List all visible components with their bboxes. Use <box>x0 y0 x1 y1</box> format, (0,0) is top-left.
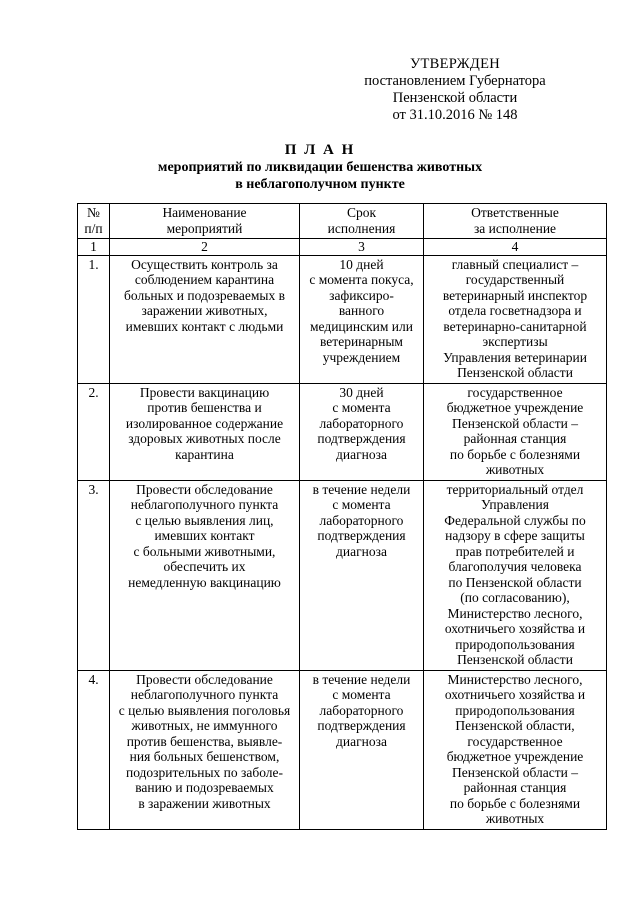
row-action: Осуществить контроль за соблюдением карантина больных и подозреваемых в заражении животных, имевших контакт с людьми <box>110 255 300 383</box>
row-deadline: в течение недели с момента лабораторного подтверждения диагноза <box>300 480 424 670</box>
approval-title: УТВЕРЖДЕН <box>409 56 501 72</box>
header-cell-deadline: Срок исполнения <box>300 204 424 239</box>
column-number: 1 <box>78 239 110 256</box>
table-row <box>78 383 607 480</box>
table-row <box>78 480 607 670</box>
row-responsible: государственное бюджетное учреждение Пензенской области – районная станция по борьбе с болезнями животных <box>424 383 607 480</box>
row-deadline: 30 дней с момента лабораторного подтверждения диагноза <box>300 383 424 480</box>
column-number: 3 <box>300 239 424 256</box>
header-cell-number: № п/п <box>78 204 110 239</box>
column-number-row <box>78 239 607 256</box>
row-number: 3. <box>78 480 110 670</box>
row-deadline: в течение недели с момента лабораторного подтверждения диагноза <box>300 670 424 829</box>
row-number: 2. <box>78 383 110 480</box>
row-responsible: главный специалист – государственный ветеринарный инспектор отдела госветнадзора и ветеринарно-санитарной экспертизы Управления ветеринарии Пензенской области <box>424 255 607 383</box>
row-action: Провести обследование неблагополучного пункта с целью выявления лиц, имевших контакт с больными животными, обеспечить их немедленную вакцинацию <box>110 480 300 670</box>
header-cell-responsible: Ответственные за исполнение <box>424 204 607 239</box>
table-row <box>78 670 607 829</box>
header-cell-action: Наименование мероприятий <box>110 204 300 239</box>
approval-line: постановлением Губернатора <box>364 73 546 89</box>
column-number: 2 <box>110 239 300 256</box>
row-action: Провести вакцинацию против бешенства и изолированное содержание здоровых животных после карантина <box>110 383 300 480</box>
column-number: 4 <box>424 239 607 256</box>
plan-table <box>77 203 607 830</box>
approval-stamp <box>340 56 570 124</box>
row-number: 1. <box>78 255 110 383</box>
row-number: 4. <box>78 670 110 829</box>
row-responsible: территориальный отдел Управления Федеральной службы по надзору в сфере защиты прав потребителей и благополучия человека по Пензенской области (по согласованию), Министерство лесного, охотничьего хозяйства и природопользования Пензенской области <box>424 480 607 670</box>
row-action: Провести обследование неблагополучного пункта с целью выявления поголовья животных, не иммунного против бешенства, выявле- ния больных бешенством, подозрительных по заболе- ванию и подозреваемых в заражении животных <box>110 670 300 829</box>
approval-line: Пензенской области <box>392 90 518 106</box>
document-title <box>80 142 560 193</box>
title-heading: П Л А Н <box>284 142 356 158</box>
row-deadline: 10 дней с момента покуса, зафиксиро- ванного медицинским или ветеринарным учреждением <box>300 255 424 383</box>
title-line: мероприятий по ликвидации бешенства животных <box>157 160 483 175</box>
table-header-row <box>78 204 607 239</box>
row-responsible: Министерство лесного, охотничьего хозяйства и природопользования Пензенской области, государственное бюджетное учреждение Пензенской области – районная станция по борьбе с болезнями животных <box>424 670 607 829</box>
approval-date: от 31.10.2016 № 148 <box>392 107 518 123</box>
table-row <box>78 255 607 383</box>
title-line: в неблагополучном пункте <box>235 177 405 192</box>
